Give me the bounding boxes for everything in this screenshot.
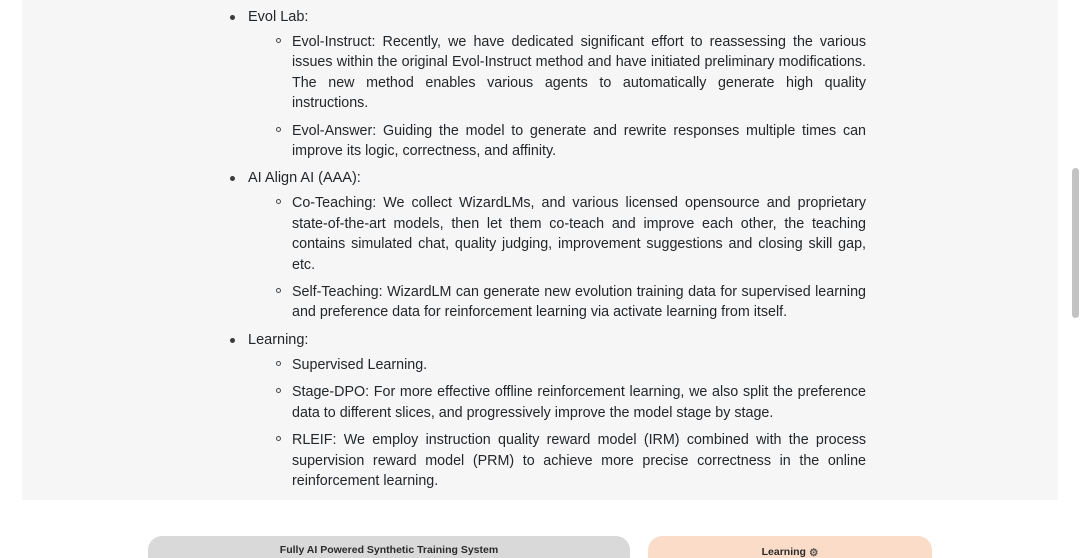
list-item — [276, 121, 866, 162]
list-item — [276, 193, 866, 275]
bullet-dot-icon — [230, 15, 235, 20]
list-item — [276, 355, 866, 375]
top-level-list — [226, 8, 866, 491]
list-item — [276, 430, 866, 491]
bullet-circle-icon — [276, 388, 281, 393]
figure-block-learning — [648, 536, 932, 558]
bullet-circle-icon — [276, 288, 281, 293]
sub-level-list — [248, 32, 866, 161]
list-item — [226, 331, 866, 491]
bullet-circle-icon — [276, 436, 281, 441]
bullet-circle-icon — [276, 361, 281, 366]
figure-block-learning-label — [648, 546, 932, 558]
section-item-text: Stage-DPO: For more effective offline reinforcement learning, we also split the preference data to different slices, and progressively improve the model stage by stage. — [292, 384, 866, 421]
section-item-text: Self-Teaching: WizardLM can generate new evolution training data for supervised learning and preference data for reinforcement learning via activate learning from itself. — [292, 284, 866, 321]
section-item-text: Co-Teaching: We collect WizardLMs, and various licensed opensource and proprietary state-of-the-art models, then let them co-teach and improve each other, the teaching contains simulated chat, quality judging, improvement suggestions and closing skill gap, etc. — [292, 195, 866, 273]
sub-level-list — [248, 193, 866, 322]
list-item — [276, 32, 866, 114]
scrollbar[interactable] — [1071, 0, 1080, 558]
bullet-circle-icon — [276, 127, 281, 132]
bullet-list-area — [226, 0, 866, 498]
section-item-text: Supervised Learning. — [292, 356, 428, 373]
scrollbar-thumb[interactable] — [1072, 168, 1079, 318]
list-item — [226, 8, 866, 161]
figure-block-training-system-label: Fully AI Powered Synthetic Training System — [279, 544, 499, 556]
bullet-dot-icon — [230, 338, 235, 343]
sub-level-list — [248, 355, 866, 491]
section-title: Evol Lab: — [248, 9, 309, 25]
section-title: AI Align AI (AAA): — [248, 170, 361, 187]
list-item — [276, 382, 866, 423]
section-item-text: Evol-Answer: Guiding the model to generate and rewrite responses multiple times can improve its logic, correctness, and affinity. — [292, 122, 866, 160]
figure-block-training-system — [148, 536, 630, 558]
bullet-circle-icon — [276, 199, 281, 204]
bullet-dot-icon — [230, 176, 235, 181]
left-gutter — [0, 0, 22, 500]
section-title: Learning: — [248, 331, 309, 348]
section-item-text: Evol-Instruct: Recently, we have dedicated significant effort to reassessing the various issues within the original Evol-Instruct method and have initiated preliminary modifications. The new method enables various agents to automatically generate high quality instructions. — [292, 34, 866, 112]
section-item-text: RLEIF: We employ instruction quality reward model (IRM) combined with the process supervision reward model (PRM) to achieve more precise correctness in the online reinforcement learning. — [292, 432, 866, 489]
gear-icon: ⚙ — [808, 547, 819, 558]
figure-block-learning-text: Learning — [761, 546, 806, 558]
figure-preview-band — [0, 500, 1080, 558]
bullet-circle-icon — [276, 38, 281, 43]
list-item — [226, 169, 866, 322]
list-item — [276, 282, 866, 323]
